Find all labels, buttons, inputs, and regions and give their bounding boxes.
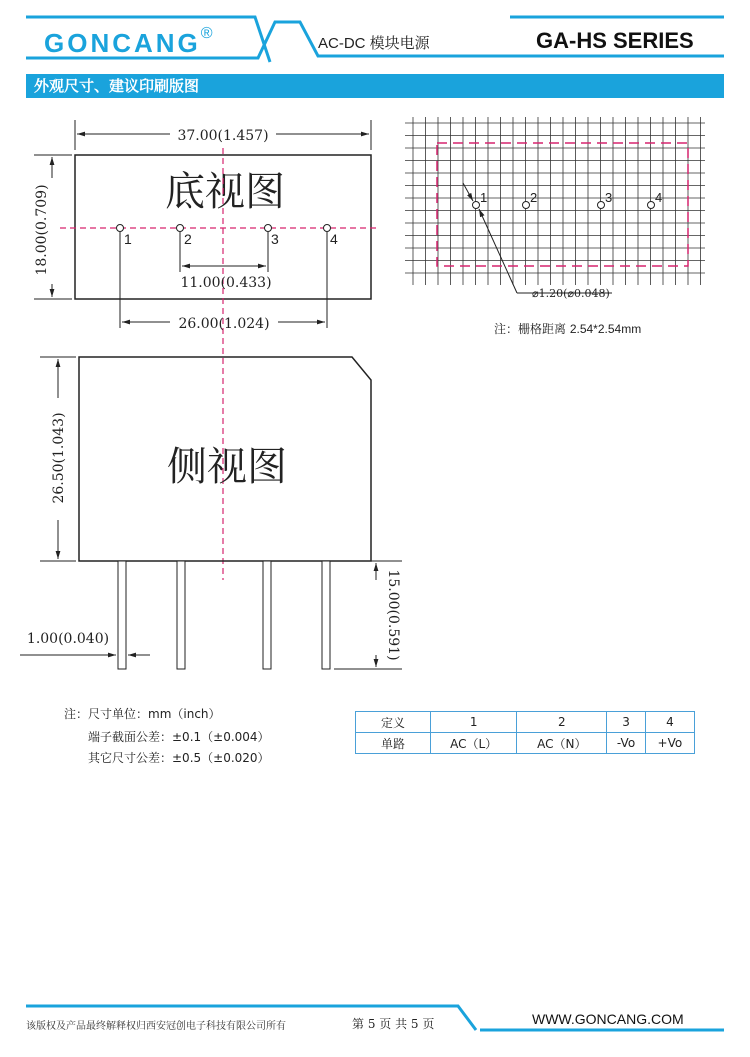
pin-length-dim: 15.00(0.591) [385,569,401,661]
table-cell: 4 [645,712,694,733]
table-cell: 定义 [356,712,431,733]
section-title: 外观尺寸、建议印刷版图 [26,74,724,98]
bottom-pin-label-3: 3 [271,231,279,247]
hole-size-dim: ⌀1.20(⌀0.048) [532,287,610,300]
hole-leader-bottom [479,209,517,293]
grid-note-value: 2.54*2.54mm [569,322,642,336]
pcb-pin-label-3: 3 [605,190,613,205]
bottom-pin-label-4: 4 [330,231,338,247]
table-cell: 1 [431,712,517,733]
table-cell: -Vo [607,733,646,754]
dimension-drawing [0,100,750,680]
table-row [356,733,695,754]
grid-note-label: 注：栅格距离 [494,322,570,336]
pcb-hole-4 [648,202,655,209]
side-height-dim: 26.50(1.043) [51,412,67,504]
header-line-top [26,17,270,62]
footer-website[interactable]: WWW.GONCANG.COM [532,1011,684,1027]
pcb-hole-3 [598,202,605,209]
pin-gap-dim: 11.00(0.433) [180,275,272,291]
table-row [356,712,695,733]
side-pin-2 [177,561,185,669]
bottom-view-title: 底视图 [165,169,285,215]
bottom-pin-label-2: 2 [184,231,192,247]
pcb-pin-label-2: 2 [530,190,538,205]
footer-page: 第 5 页 共 5 页 [352,1017,435,1031]
logo-registered-mark: ® [200,25,216,43]
pin-width-dim: 1.00(0.040) [26,631,110,647]
pcb-pin-label-4: 4 [655,190,663,205]
note-units: 尺寸单位：mm（inch） [88,707,221,721]
header-subtitle: AC-DC 模块电源 [318,35,430,52]
table-cell: 3 [607,712,646,733]
pin-definition-table [355,711,695,754]
header-series: GA-HS SERIES [536,28,694,53]
logo-text: GONCANG [44,28,201,58]
footer-copyright: 该版权及产品最终解释权归西安冠创电子科技有限公司所有 [26,1021,286,1032]
table-cell: 2 [517,712,607,733]
table-cell: AC（L） [431,733,517,754]
table-cell: 单路 [356,733,431,754]
pcb-hole-1 [473,202,480,209]
side-pin-4 [322,561,330,669]
note-line-3: 其它尺寸公差：±0.5（±0.020） [88,751,270,765]
table-cell: AC（N） [517,733,607,754]
side-pin-3 [263,561,271,669]
note-line-1 [64,705,221,722]
pin-hole-2 [177,225,184,232]
pin-hole-1 [117,225,124,232]
table-cell: +Vo [645,733,694,754]
bottom-pin-label-1: 1 [124,231,132,247]
note-prefix: 注： [64,707,89,721]
pcb-hole-2 [523,202,530,209]
pcb-pin-label-1: 1 [480,190,488,205]
bottom-width-dim: 37.00(1.457) [177,128,269,144]
side-pin-1 [118,561,126,669]
note-line-2: 端子截面公差：±0.1（±0.004） [88,730,270,744]
grid-note [494,320,641,337]
side-view-title: 侧视图 [167,444,287,490]
bottom-height-dim: 18.00(0.709) [34,184,50,276]
pin-span-dim: 26.00(1.024) [178,316,270,332]
